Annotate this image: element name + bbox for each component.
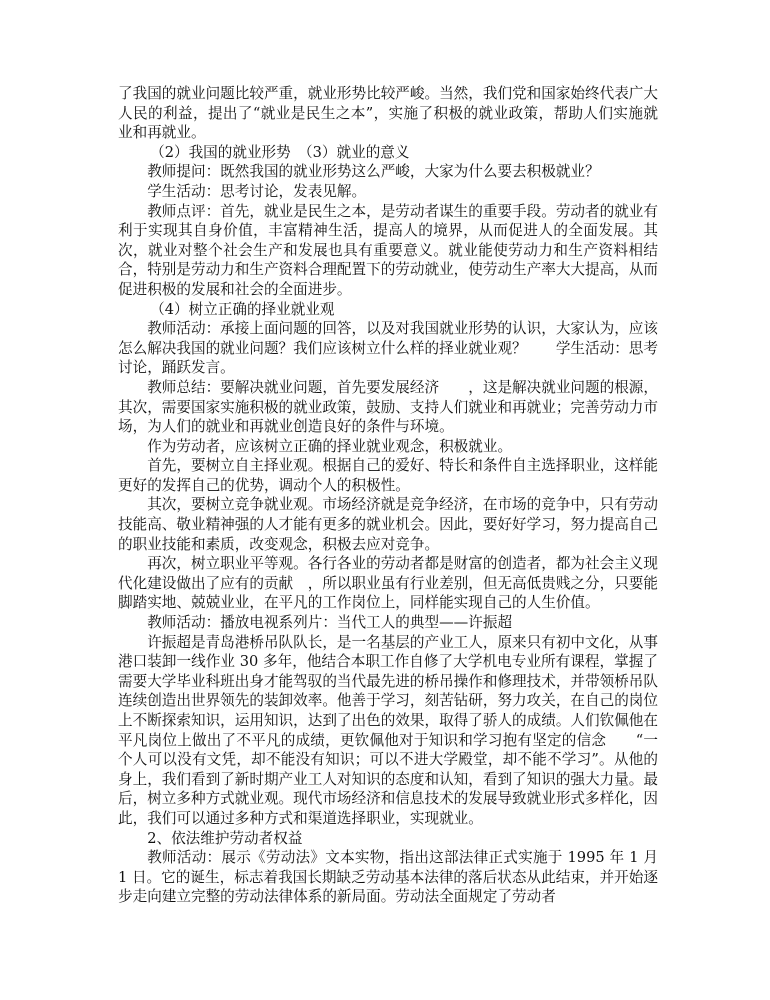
self-choice-view: 首先，要树立自主择业观。根据自己的爱好、特长和条件自主选择职业，这样能更好的发挥自己的优势，调动个人的积极性。 xyxy=(118,457,658,494)
labor-law-paragraph: 教师活动：展示《劳动法》文本实物，指出这部法律正式实施于 1995 年 1 月 1 日。它的诞生，标志着我国长期缺乏劳动基本法律的落后状态从此结束，并开始逐步走向建立完整的劳动法律体系的新局面。劳动法全面规定了劳动者 xyxy=(118,849,658,906)
worker-attitude: 作为劳动者，应该树立正确的择业就业观念，积极就业。 xyxy=(147,437,513,455)
teacher-activity-question: 教师活动：承接上面问题的回答，以及对我国就业形势的认识，大家认为，应该怎么解决我国的就业问题？我们应该树立什么样的择业就业观？ 学生活动：思考讨论，踊跃发言。 xyxy=(118,320,658,377)
student-activity: 学生活动：思考讨论，发表见解。 xyxy=(147,182,367,200)
heading-employment-significance: （2）我国的就业形势 （3）就业的意义 xyxy=(150,143,410,161)
heading-career-view: （4）树立正确的择业就业观 xyxy=(150,300,335,318)
teacher-question: 教师提问：既然我国的就业形势这么严峻，大家为什么要去积极就业？ xyxy=(147,163,600,181)
xu-zhenchao-story: 许振超是青岛港桥吊队队长，是一名基层的产业工人，原来只有初中文化，从事港口装卸一线作业 30 多年，他结合本职工作自修了大学机电专业所有课程，掌握了需要大学毕业科班出身才能驾驭的当代最先进的桥吊操作和修理技术，并带领桥吊队连续创造出世界领先的装卸效率。他善于学习，刻苦钻研，努力攻关，在自己的岗位上不断探索知识，运用知识，达到了出色的效果，取得了骄人的成绩。人们钦佩他在平凡岗位上做出了不平凡的成绩，更钦佩他对于知识和学习抱有坚定的信念 “一个人可以没有文凭，却不能没有知识；可以不进大学殿堂，却不能不学习”。从他的身上，我们看到了新时期产业工人对知识的态度和认知，看到了知识的强大力量。最后，树立多种方式就业观。现代市场经济和信息技术的发展导致就业形式多样化，因此，我们可以通过多种方式和渠道选择职业，实现就业。 xyxy=(118,633,658,827)
teacher-summary: 教师总结：要解决就业问题，首先要发展经济 ，这是解决就业问题的根源，其次，需要国家实施积极的就业政策，鼓励、支持人们就业和再就业；完善劳动力市场，为人们的就业和再就业创造良好的条件与环境。 xyxy=(118,378,658,436)
competition-view: 其次，要树立竞争就业观。市场经济就是竞争经济，在市场的竞争中，只有劳动技能高、敬业精神强的人才能有更多的就业机会。因此，要好好学习，努力提高自己的职业技能和素质，改变观念，积极去应对竞争。 xyxy=(118,496,658,553)
paragraph-employment-situation: 了我国的就业问题比较严重，就业形势比较严峻。当然，我们党和国家始终代表广大人民的利益，提出了“就业是民生之本”，实施了积极的就业政策，帮助人们实施就业和再就业。 xyxy=(118,85,658,142)
section-heading-labor-rights: 2、依法维护劳动者权益 xyxy=(147,829,303,847)
document-page xyxy=(118,84,658,907)
equality-view: 再次，树立职业平等观。各行各业的劳动者都是财富的创造者，都为社会主义现代化建设做出了应有的贡献 ，所以职业虽有行业差别，但无高低贵贱之分，只要能脚踏实地、兢兢业业，在平凡的工作岗位上，同样能实现自己的人生价值。 xyxy=(118,555,658,612)
teacher-activity-video: 教师活动：播放电视系列片：当代工人的典型——许振超 xyxy=(147,614,513,632)
teacher-comment: 教师点评：首先，就业是民生之本，是劳动者谋生的重要手段。劳动者的就业有利于实现其自身价值，丰富精神生活，提高人的境界，从而促进人的全面发展。其次，就业对整个社会生产和发展也具有重要意义。就业能使劳动力和生产资料相结合，特别是劳动力和生产资料合理配置下的劳动就业，使劳动生产率大大提高，从而促进积极的发展和社会的全面进步。 xyxy=(118,202,658,298)
